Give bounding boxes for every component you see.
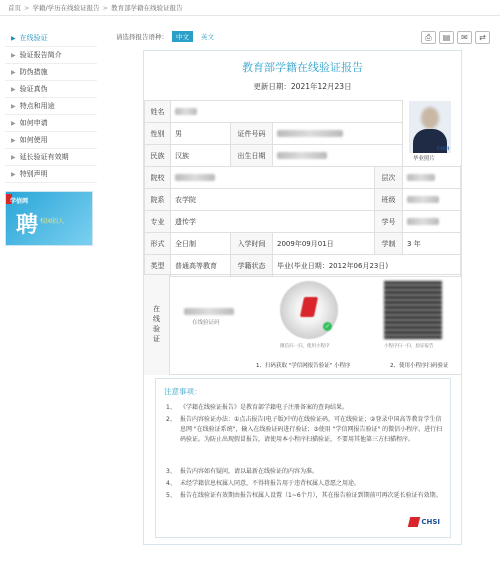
type-label: 类型 bbox=[145, 255, 171, 277]
sidebar bbox=[5, 30, 97, 246]
breadcrumb-separator: > bbox=[102, 3, 109, 12]
status-value: 毕业(毕业日期：2012年06月23日) bbox=[273, 255, 461, 277]
note-item: 3、 报告内容如有疑问，请以最新在线验证的内容为准。 bbox=[166, 468, 319, 475]
redacted-verify-code bbox=[184, 308, 234, 315]
lang-en-button[interactable]: 英文 bbox=[201, 33, 214, 41]
sidebar-item-label: 特别声明 bbox=[19, 170, 48, 178]
form-value: 全日制 bbox=[171, 233, 231, 255]
photo-stamp: CHSI bbox=[437, 147, 449, 152]
arrow-right-icon: ▶ bbox=[11, 51, 16, 59]
check-icon: ✓ bbox=[324, 323, 331, 330]
status-label: 学籍状态 bbox=[231, 255, 273, 277]
redacted-id bbox=[277, 130, 343, 137]
form-label: 形式 bbox=[145, 233, 171, 255]
report-title: 教育部学籍在线验证报告 bbox=[242, 61, 363, 74]
breadcrumb-separator: > bbox=[24, 3, 30, 12]
redacted-name bbox=[175, 108, 197, 115]
qr1-caption: 微信扫一扫，使用小程序 bbox=[280, 344, 330, 349]
student-no-label: 学号 bbox=[375, 211, 403, 233]
lang-zh-button[interactable]: 中文 bbox=[172, 31, 193, 42]
sidebar-item-label: 防伪措施 bbox=[19, 68, 48, 76]
sidebar-item-extend[interactable] bbox=[5, 149, 97, 166]
verification-report bbox=[143, 50, 462, 545]
level-label: 层次 bbox=[375, 167, 403, 189]
arrow-right-icon: ▶ bbox=[11, 119, 16, 127]
language-selector bbox=[116, 31, 218, 42]
photo-face bbox=[421, 107, 439, 129]
enroll-value: 2009年09月01日 bbox=[273, 233, 375, 255]
sidebar-item-anti-fake[interactable] bbox=[5, 64, 97, 81]
arrow-right-icon: ▶ bbox=[11, 170, 16, 178]
banner-title: 聘 bbox=[16, 212, 39, 238]
sidebar-item-label: 延长验证有效期 bbox=[19, 153, 69, 161]
chsi-logo-text: CHSI bbox=[421, 518, 440, 526]
birth-value bbox=[273, 145, 403, 167]
school-value bbox=[171, 167, 375, 189]
qr2-caption: 小程序扫一扫，验证报告 bbox=[384, 344, 434, 349]
verify-code[interactable] bbox=[184, 307, 254, 326]
sidebar-item-how-to-apply[interactable] bbox=[5, 115, 97, 132]
notes-box bbox=[155, 378, 451, 538]
report-qr-code[interactable] bbox=[384, 281, 442, 339]
faculty-label: 院系 bbox=[145, 189, 171, 211]
sidebar-item-how-to-use[interactable] bbox=[5, 132, 97, 149]
id-label: 证件号码 bbox=[231, 123, 273, 145]
arrow-right-icon: ▶ bbox=[11, 68, 16, 76]
chsi-logo-icon bbox=[408, 517, 420, 527]
redacted-school bbox=[175, 174, 215, 181]
redacted-class bbox=[407, 196, 439, 203]
notes-title: 注意事项： bbox=[164, 387, 202, 396]
note-item: 5、 报告在线验证有效期由报告权属人设置（1~6个月），其在报告验证到期前可再次延长验证有效期。 bbox=[166, 492, 442, 499]
ethnicity-label: 民族 bbox=[145, 145, 171, 167]
arrow-right-icon: ▶ bbox=[11, 102, 16, 110]
sidebar-item-intro[interactable] bbox=[5, 47, 97, 64]
language-prompt: 请选择报告语种： bbox=[116, 33, 168, 41]
duration-label: 学制 bbox=[375, 233, 403, 255]
student-no-value bbox=[403, 211, 461, 233]
note-item: 1、 《学籍在线验证报告》是教育部学籍电子注册备案的查询结果。 bbox=[166, 404, 349, 411]
chsi-footer-logo bbox=[409, 517, 440, 527]
miniprogram-qr-code[interactable] bbox=[280, 281, 338, 339]
redacted-level bbox=[407, 174, 435, 181]
ethnicity-value: 汉族 bbox=[171, 145, 231, 167]
recruit-banner[interactable] bbox=[5, 191, 93, 246]
class-label: 班级 bbox=[375, 189, 403, 211]
sidebar-item-features[interactable] bbox=[5, 98, 97, 115]
redacted-student-no bbox=[407, 218, 439, 225]
sidebar-item-label: 特点和用途 bbox=[19, 102, 55, 110]
note-item: 2、 报告内容验证办法：①点击报告(电子版)中的在线验证码，可在线验证；②登录中国高等教育学生信息网 "在线验证系统"，输入在线验证码进行验证；③使用 "学信网报告验证" 的微信小程序，进行扫码验证。为防止出现假冒报告，请使用本小程序扫描验证，不要用其他第三方扫描程序。 bbox=[166, 416, 443, 443]
photo-label: 毕业照片 bbox=[413, 156, 436, 162]
gender-label: 性别 bbox=[145, 123, 171, 145]
breadcrumb bbox=[0, 0, 500, 16]
arrow-right-icon: ▶ bbox=[11, 34, 16, 42]
birth-label: 出生日期 bbox=[231, 145, 273, 167]
type-value: 普通高等教育 bbox=[171, 255, 231, 277]
sidebar-item-label: 验证报告简介 bbox=[19, 51, 62, 59]
sidebar-item-statement[interactable] bbox=[5, 166, 97, 183]
mail-icon[interactable]: ✉ bbox=[457, 31, 472, 44]
school-label: 院校 bbox=[145, 167, 171, 189]
sidebar-item-label: 如何申请 bbox=[19, 119, 48, 127]
report-toolbar bbox=[418, 31, 490, 44]
sidebar-item-label: 验证真伪 bbox=[19, 85, 48, 93]
sidebar-item-label: 如何使用 bbox=[19, 136, 48, 144]
verify-step-2: 2、使用小程序扫码验证 bbox=[390, 363, 449, 369]
name-label: 姓名 bbox=[145, 101, 171, 123]
enroll-label: 入学时间 bbox=[231, 233, 273, 255]
banner-logo: 学信网 bbox=[10, 198, 29, 205]
redacted-birth bbox=[277, 152, 327, 159]
sidebar-item-online-verify[interactable] bbox=[5, 30, 97, 47]
id-value bbox=[273, 123, 403, 145]
duration-value: 3 年 bbox=[403, 233, 461, 255]
save-icon[interactable]: ▤ bbox=[439, 31, 454, 44]
arrow-right-icon: ▶ bbox=[11, 85, 16, 93]
arrow-right-icon: ▶ bbox=[11, 153, 16, 161]
verify-code-caption: 在线验证码 bbox=[192, 320, 220, 326]
sidebar-item-label: 在线验证 bbox=[19, 34, 48, 42]
arrow-right-icon: ▶ bbox=[11, 136, 16, 144]
class-value bbox=[403, 189, 461, 211]
note-item: 4、 未经学籍信息权属人同意，不得将报告用于违背权属人意愿之用途。 bbox=[166, 480, 361, 487]
graduate-photo bbox=[405, 101, 461, 165]
level-value bbox=[403, 167, 461, 189]
verify-step-1: 1、扫码获取 "学信网报告验证" 小程序 bbox=[256, 363, 351, 369]
major-label: 专业 bbox=[145, 211, 171, 233]
faculty-value: 农学院 bbox=[171, 189, 375, 211]
photo-image bbox=[409, 101, 451, 153]
chsi-logo-icon bbox=[300, 297, 318, 317]
banner-subtitle: 校园招人 bbox=[40, 218, 65, 225]
share-icon[interactable]: ⇄ bbox=[475, 31, 490, 44]
update-date: 更新日期：2021年12月23日 bbox=[253, 82, 352, 91]
verify-label: 在线验证 bbox=[144, 275, 170, 375]
breadcrumb-home[interactable]: 首页 bbox=[8, 4, 21, 12]
gender-value: 男 bbox=[171, 123, 231, 145]
major-value: 遗传学 bbox=[171, 211, 375, 233]
sidebar-item-verify-authenticity[interactable] bbox=[5, 81, 97, 98]
print-icon[interactable]: ⎙ bbox=[421, 31, 436, 44]
breadcrumb-report[interactable]: 学籍/学历在线验证报告 bbox=[32, 4, 100, 12]
online-verify-section bbox=[144, 274, 461, 375]
name-value bbox=[171, 101, 403, 123]
breadcrumb-current: 教育部学籍在线验证报告 bbox=[111, 4, 183, 12]
